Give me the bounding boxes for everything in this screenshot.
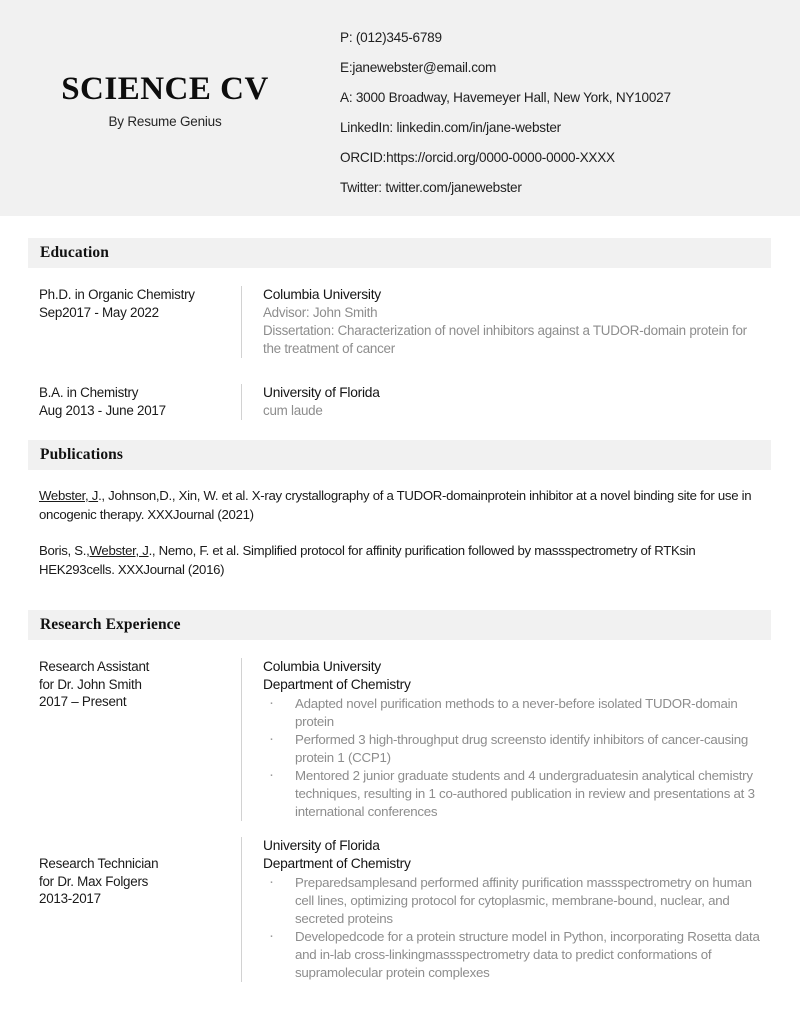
list-item: · Developedcode for a protein structure model in Python, incorporating Rosetta data and in-lab cross-linkingmassspectrometry data to predict conformations of supramolecular protein complexes — [263, 928, 762, 982]
contact-info-block — [330, 0, 671, 212]
contact-phone: P: (012)345-6789 — [340, 30, 442, 45]
publications-list — [0, 470, 800, 579]
institution-name: University of Florida — [263, 838, 380, 853]
section-research-experience — [0, 610, 800, 982]
contact-address: A: 3000 Broadway, Havemeyer Hall, New York, NY10027 — [340, 90, 671, 106]
education-detail-honors: cum laude — [263, 403, 323, 418]
education-entry — [28, 286, 772, 358]
job-dates: 2017 – Present — [39, 694, 127, 709]
research-entry-right — [242, 658, 772, 821]
section-header-research-experience — [28, 610, 771, 640]
section-header-publications — [28, 440, 771, 470]
department-name: Department of Chemistry — [263, 677, 411, 692]
education-entries — [0, 286, 800, 420]
research-entry-left — [28, 658, 241, 821]
contact-email: E:janewebster@email.com — [340, 60, 497, 76]
education-entry-left — [28, 286, 241, 358]
education-entry-right — [242, 286, 772, 358]
publication-author-highlight: Webster, J — [39, 488, 99, 503]
cv-header-name-block — [0, 0, 330, 129]
job-supervisor: for Dr. John Smith — [39, 676, 142, 692]
education-entry-right — [242, 384, 772, 420]
section-header-education — [28, 238, 771, 268]
research-entry-right — [242, 837, 772, 982]
section-title: Education — [40, 244, 109, 261]
list-item: · Performed 3 high-throughput drug screensto identify inhibitors of cancer-causing protein 1 (CCP1) — [263, 731, 762, 767]
publication-item — [39, 541, 753, 579]
institution-name: Columbia University — [263, 287, 381, 302]
page-title: SCIENCE CV — [61, 71, 269, 107]
job-supervisor: for Dr. Max Folgers — [39, 873, 149, 889]
contact-linkedin: LinkedIn: linkedin.com/in/jane-webster — [340, 120, 561, 136]
cv-subtitle: By Resume Genius — [108, 113, 222, 129]
contact-orcid: ORCID:https://orcid.org/0000-0000-0000-XXXX — [340, 150, 615, 166]
degree-title: Ph.D. in Organic Chemistry — [39, 287, 195, 302]
education-detail-dissertation: Dissertation: Characterization of novel inhibitors against a TUDOR-domain protein for the treatment of cancer — [263, 323, 747, 356]
research-entries — [0, 658, 800, 982]
degree-dates: Aug 2013 - June 2017 — [39, 402, 166, 418]
publication-item — [39, 486, 753, 524]
research-entry — [28, 658, 772, 821]
degree-dates: Sep2017 - May 2022 — [39, 304, 159, 320]
list-item: · Preparedsamplesand performed affinity purification massspectrometry on human cell lines, optimizing protocol for cytoplasmic, membrane-bound, nuclear, and secreted proteins — [263, 874, 762, 928]
job-title: Research Assistant — [39, 659, 150, 674]
section-title: Publications — [40, 446, 124, 463]
list-item: · Mentored 2 junior graduate students and 4 undergraduatesin analytical chemistry techniques, resulting in 1 co-authored publication in review and presentations at 3 international conferences — [263, 767, 762, 821]
education-entry-left — [28, 384, 241, 420]
degree-title: B.A. in Chemistry — [39, 385, 139, 400]
publication-citation: ., Nemo, F. et al. Simplified protocol for affinity purification followed by massspectrometry of RTKsin HEK293cells. XXXJournal (2016) — [39, 543, 696, 577]
responsibility-list — [263, 874, 762, 982]
contact-twitter: Twitter: twitter.com/janewebster — [340, 180, 522, 196]
institution-name: University of Florida — [263, 385, 380, 400]
department-name: Department of Chemistry — [263, 856, 411, 871]
education-entry — [28, 384, 772, 420]
responsibility-list — [263, 695, 762, 821]
publication-author-highlight: Webster, J — [89, 543, 149, 558]
education-detail-advisor: Advisor: John Smith — [263, 305, 378, 320]
section-publications — [0, 440, 800, 579]
publication-citation: ., Johnson,D., Xin, W. et al. X-ray crystallography of a TUDOR-domainprotein inhibitor at a novel binding site for use in oncogenic therapy. XXXJournal (2021) — [39, 488, 752, 522]
job-dates: 2013-2017 — [39, 891, 101, 906]
publication-prefix: Boris, S., — [39, 543, 90, 558]
section-title: Research Experience — [40, 616, 181, 633]
cv-header — [0, 0, 800, 216]
institution-name: Columbia University — [263, 659, 381, 674]
research-entry-left — [28, 837, 241, 982]
research-entry — [28, 837, 772, 982]
list-item: · Adapted novel purification methods to a never-before isolated TUDOR-domain protein — [263, 695, 762, 731]
section-education — [0, 238, 800, 420]
job-title: Research Technician — [39, 856, 159, 871]
